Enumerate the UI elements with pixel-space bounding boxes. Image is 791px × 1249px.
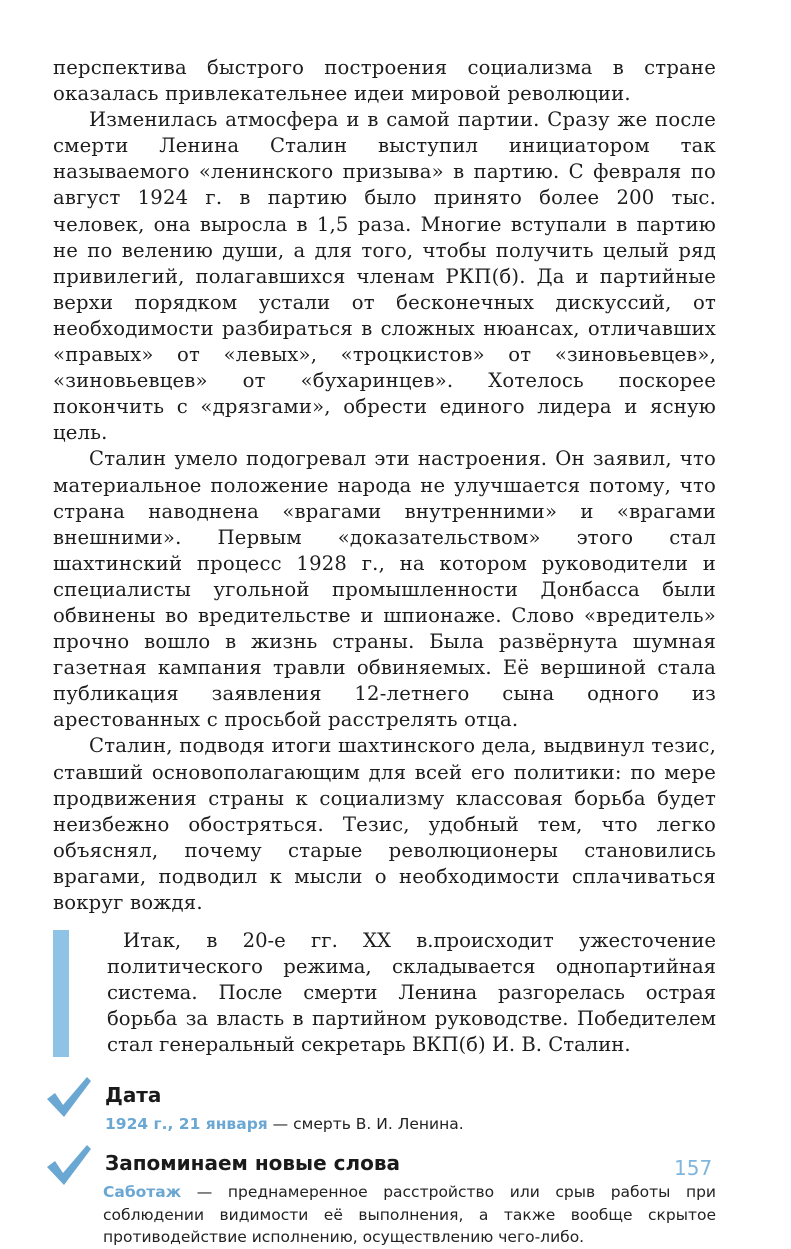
date-text: — смерть В. И. Ленина. xyxy=(267,1114,464,1133)
definition xyxy=(103,1181,716,1249)
paragraph: Сталин умело подогревал эти настроения. Он заявил, что материальное положение народа не улучшается потому, что страна наводнена «врагами внутренними» и «врагами внешними». Первым «доказательством» этого стал шахтинский процесс 1928 г., на котором руководители и специалисты угольной промышленности Донбасса были обвинены во вредительстве и шпионаже. Слово «вредитель» прочно вошло в жизнь страны. Была развёрнута шумная газетная кампания травли обвиняемых. Её вершиной стала публикация заявления 12-летнего сына одного из арестованных с просьбой расстрелять отца. xyxy=(53,447,716,732)
term: Саботаж xyxy=(103,1183,182,1202)
summary-accent-bar xyxy=(53,930,69,1056)
paragraph: Изменилась атмосфера и в самой партии. Сразу же после смерти Ленина Сталин выступил инициатором так называемого «ленинского призыва» в партию. С февраля по август 1924 г. в партию было принято более 200 тыс. человек, она выросла в 1,5 раза. Многие вступали в партию не по велению души, а для того, чтобы получить целый ряд привилегий, полагавшихся членам РКП(б). Да и партийные верхи порядком устали от бесконечных дискуссий, от необходимости разбираться в сложных нюансах, отличавших «правых» от «левых», «троцкистов» от «зиновьевцев», «зиновьевцев» от «бухаринцев». Хотелось поскорее покончить с «дрязгами», обрести единого лидера и ясную цель. xyxy=(53,108,716,445)
summary-text: Итак, в 20-е гг. XX в.происходит ужесточение политического режима, складывается однопартийная система. После смерти Ленина разгорелась острая борьба за власть в партийном руководстве. Победителем стал генеральный секретарь ВКП(б) И. В. Сталин. xyxy=(107,929,716,1057)
summary-block xyxy=(53,928,716,1058)
words-heading: Запоминаем новые слова xyxy=(105,1151,401,1176)
date-value: 1924 г., 21 января xyxy=(105,1114,268,1133)
date-entry xyxy=(105,1113,716,1136)
date-heading: Дата xyxy=(105,1082,162,1107)
words-section xyxy=(53,1149,716,1249)
paragraph: перспектива быстрого построения социализма в стране оказалась привлекательнее идеи мировой революции. xyxy=(53,56,716,106)
checkmark-icon xyxy=(43,1075,93,1119)
page-number: 157 xyxy=(674,1156,713,1180)
paragraph: Сталин, подводя итоги шахтинского дела, выдвинул тезис, ставший основополагающим для всей его политики: по мере продвижения страны к социализму классовая борьба будет неизбежно обостряться. Тезис, удобный тем, что легко объяснял, почему старые революционеры становились врагами, подводил к мысли о необходимости сплачиваться вокруг вождя. xyxy=(53,734,716,914)
page-content xyxy=(53,55,716,1249)
date-section xyxy=(53,1081,716,1136)
checkmark-icon xyxy=(43,1143,93,1187)
definition-text: — преднамеренное расстройство или срыв работы при соблюдении видимости её выполнения, а также вообще скрытое противодействие исполнению, осуществлению чего-либо. xyxy=(103,1183,716,1247)
